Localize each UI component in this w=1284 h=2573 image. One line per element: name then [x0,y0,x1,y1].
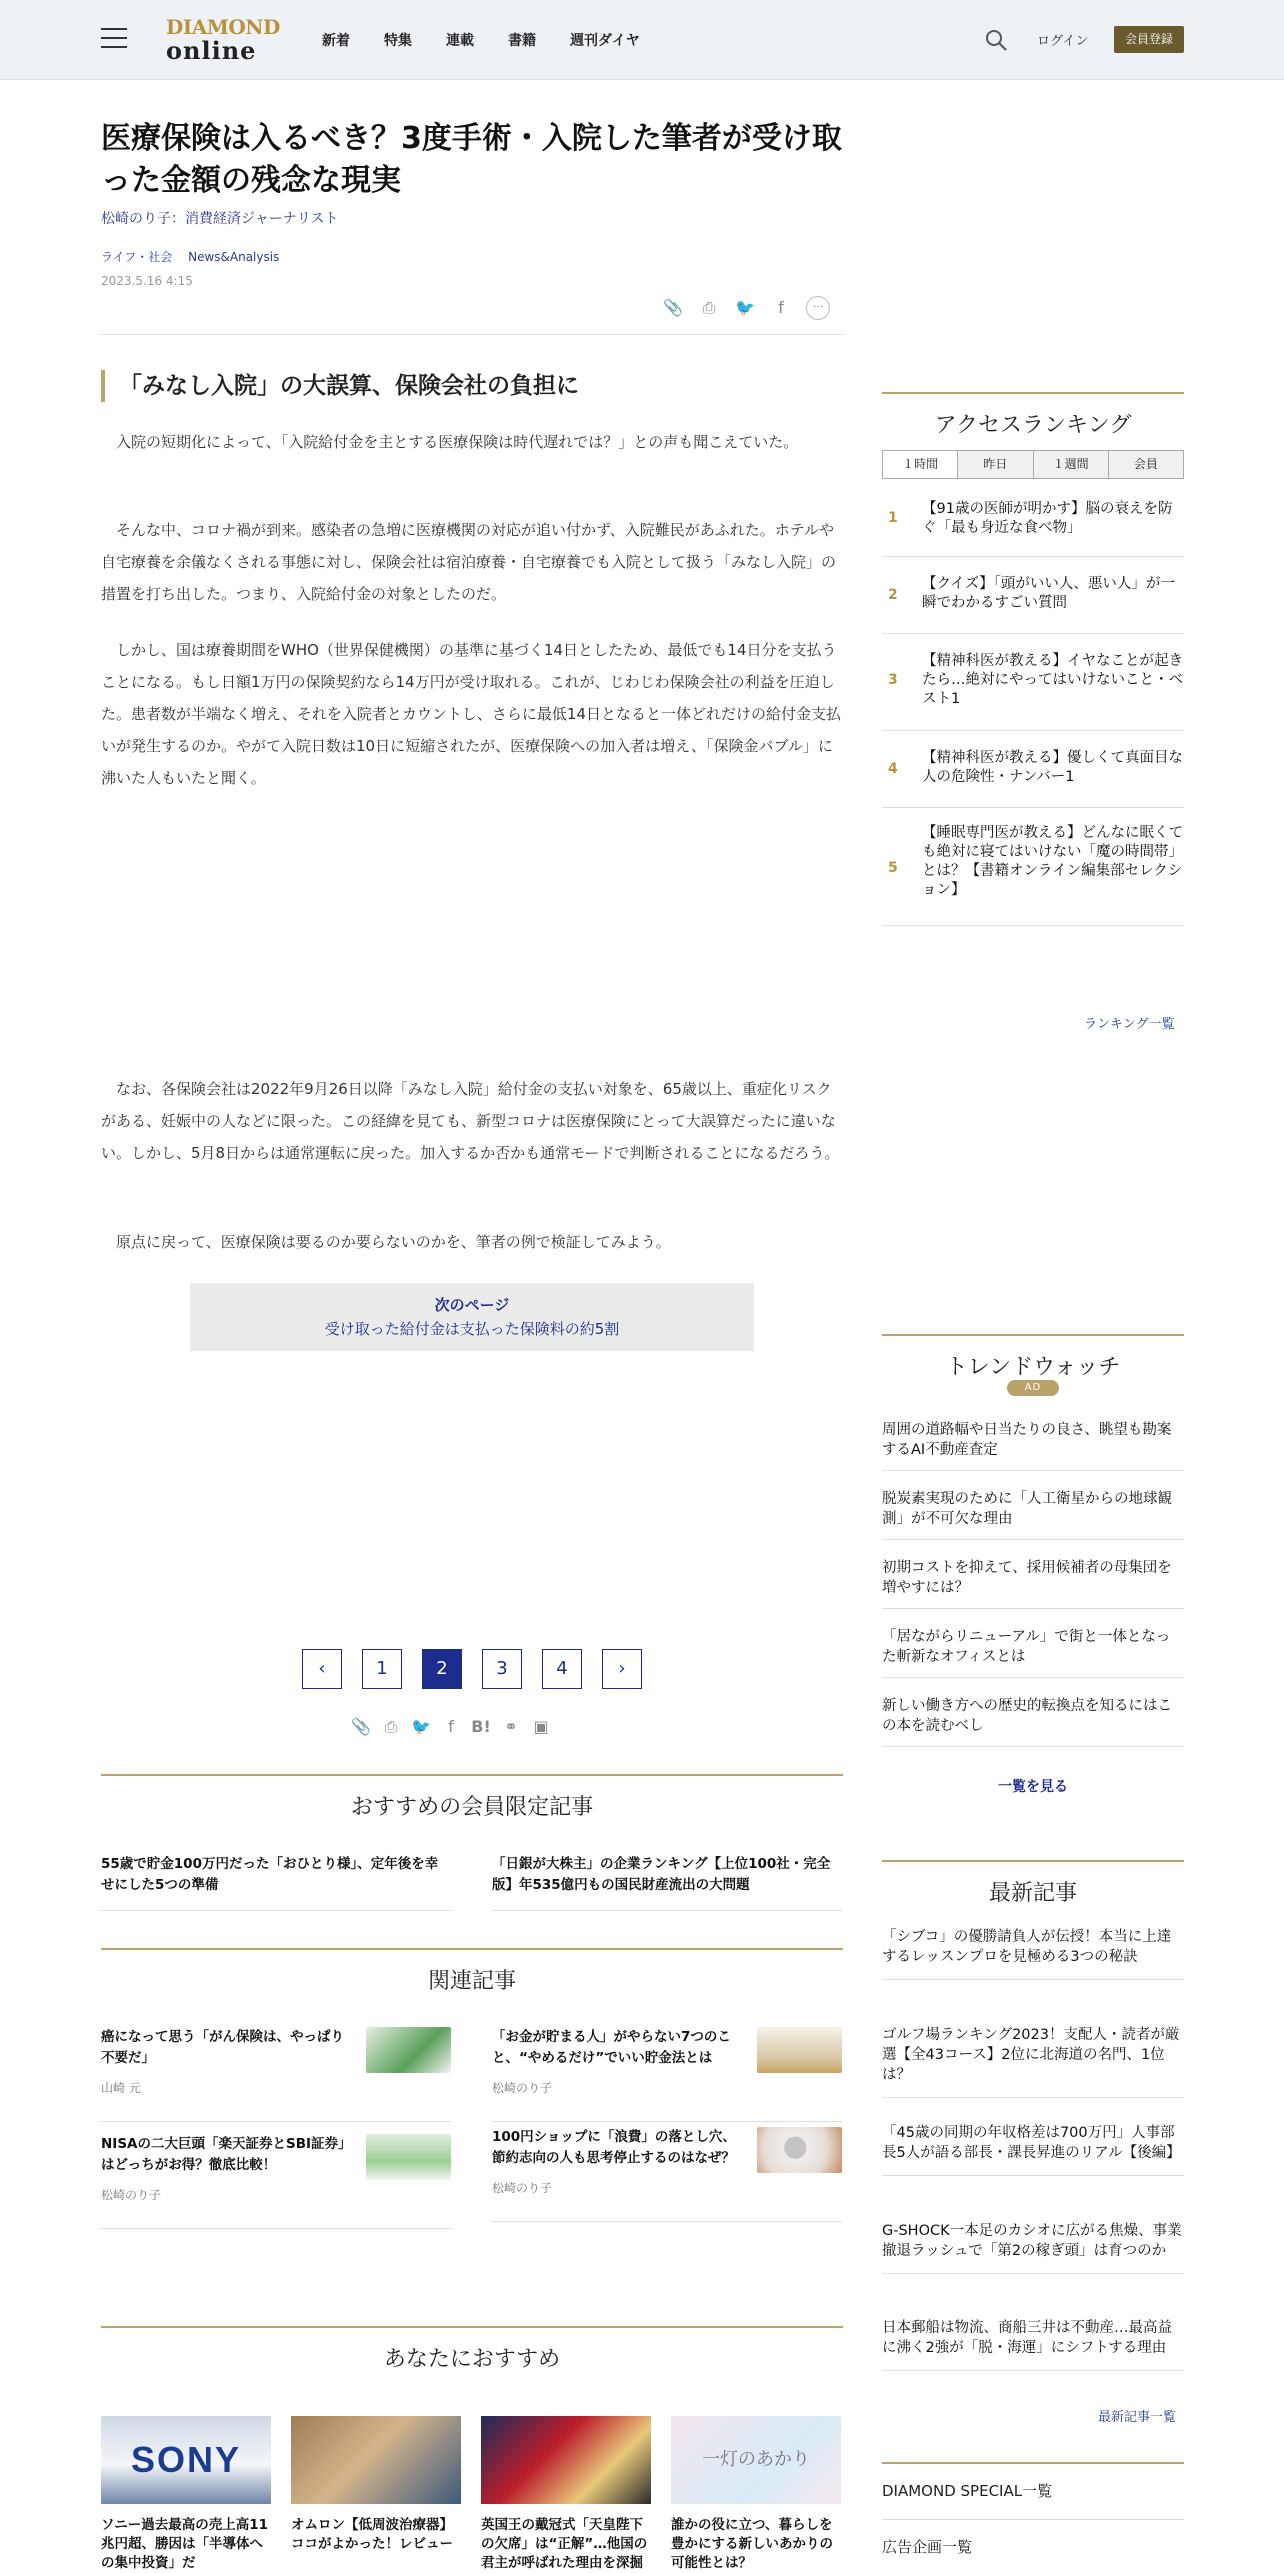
paragraph: そんな中、コロナ禍が到来。感染者の急増に医療機関の対応が追い付かず、入院難民があふれた。ホテルや自宅療養を余儀なくされる事態に対し、保険会社は宿泊療養・自宅療養でも入院として扱う「みなし入院」の措置を打ち出した。つまり、入院給付金の対象としたのだ。 [101,521,837,603]
recommend-title: ソニー過去最高の売上高11兆円超、勝因は「半導体への集中投資」だ [101,2517,269,2571]
recommend-image [101,2416,271,2504]
related-title: 100円ショップに「浪費」の落とし穴、節約志向の人も思考停止するのはなぜ？ [492,2129,736,2166]
nav-features[interactable]: 特集 [384,33,412,49]
related-title: NISAの二大巨頭「楽天証券とSBI証券」はどっちがお得？徹底比較！ [101,2136,345,2173]
share-bar-bottom [350,1716,552,1738]
hatena-icon[interactable]: B! [471,1717,491,1736]
recommend-image [481,2416,651,2504]
logo-line1: DIAMOND [166,15,280,39]
section-heading: 「みなし入院」の大誤算、保険会社の負担に [101,370,843,402]
paragraph: なお、各保険会社は2022年9月26日以降「みなし入院」給付金の支払い対象を、65歳以上、重症化リスクがある、妊娠中の人などに限った。この経緯を見ても、新型コロナは医療保険にとって大誤算だったに違いない。しかし、5月8日からは通常運転に戻った。加入するか否かも通常モードで判断されることになるだろう。 [101,1080,840,1162]
login-link[interactable]: ログイン [1037,34,1089,49]
page-4[interactable]: 4 [542,1649,582,1689]
tab-yesterday[interactable]: 昨日 [958,451,1033,478]
ranking-number: 1 [888,510,898,526]
related-section-title: 関連記事 [101,1948,843,1995]
print-icon[interactable]: ⎙ [702,298,716,317]
ranking-number: 5 [888,860,898,876]
register-button[interactable]: 会員登録 [1114,26,1184,53]
tab-1hour[interactable]: １時間 [883,451,958,478]
page-2[interactable]: 2 [422,1649,462,1689]
article-date: 2023.5.16 4:15 [101,274,193,288]
next-page-box[interactable] [190,1283,754,1351]
more-icon[interactable]: ··· [806,296,830,320]
ranking-number: 2 [888,587,898,603]
nav-new[interactable]: 新着 [322,33,350,49]
recommend-title: 誰かの役に立つ、暮らしを豊かにする新しいあかりの可能性とは？ [671,2517,833,2571]
nav-books[interactable]: 書籍 [508,33,536,49]
nav-weekly[interactable]: 週刊ダイヤ [570,33,640,49]
twitter-icon[interactable]: 🐦 [735,298,755,317]
related-title: 「お金が貯まる人」がやらない7つのこと、“やめるだけ”でいい貯金法とは [492,2029,731,2066]
latest-item[interactable]: 日本郵船は物流、商船三井は不動産…最高益に沸く2強が「脱・海運」にシフトする理由 [882,2318,1184,2371]
page-1[interactable]: 1 [362,1649,402,1689]
related-thumbnail [366,2134,451,2180]
article-author[interactable]: 松崎のり子：消費経済ジャーナリスト [101,211,339,227]
related-author: 松崎のり子 [101,2188,162,2202]
site-logo[interactable] [166,15,280,66]
trend-item[interactable]: 「居ながらリニューアル」で街と一体となった斬新なオフィスとは [882,1627,1184,1678]
related-thumbnail [757,2027,842,2073]
ranking-title-text: 【91歳の医師が明かす】脳の衰えを防ぐ「最も身近な食べ物」 [922,501,1173,536]
ranking-item[interactable] [882,480,1184,557]
article-categories [101,248,291,265]
ranking-item[interactable] [882,634,1184,731]
trend-item[interactable]: 初期コストを抑えて、採用候補者の母集団を増やすには？ [882,1558,1184,1609]
search-icon[interactable] [984,28,1008,52]
latest-more-link[interactable]: 最新記事一覧 [1098,2410,1177,2425]
next-page-label: 次のページ [434,1296,510,1314]
trend-item[interactable]: 脱炭素実現のために「人工衛星からの地球観測」が不可欠な理由 [882,1489,1184,1540]
paragraph: しかし、国は療養期間をWHO（世界保健機関）の基準に基づく14日としたため、最低でも14日分を支払うことになる。もし日額1万円の保険契約なら14万円が受け取れる。これが、じわじわ保険会社の利益を圧迫した。患者数が半端なく増え、それを入院者とカウントし、さらに最低14日となると一体どれだけの給付金支払いが発生するのか。やがて入院日数は10日に短縮されたが、医療保険への加入者は増え、「保険金バブル」に沸いた人もいたと聞く。 [101,641,841,787]
related-thumbnail [366,2027,451,2073]
ranking-number: 3 [888,672,898,688]
ranking-title-text: 【精神科医が教える】優しくて真面目な人の危険性・ナンバー1 [922,750,1183,785]
related-title: 癌になって思う「がん保険は、やっぱり不要だ」 [101,2029,344,2066]
divider [101,334,843,335]
recommend-item[interactable] [481,2416,651,2571]
latest-item[interactable]: 「シブコ」の優勝請負人が伝授！本当に上達するレッスンプロを見極める3つの秘訣 [882,1927,1184,1980]
twitter-icon[interactable]: 🐦 [411,1717,431,1736]
next-page-title: 受け取った給付金は支払った保険料の約5割 [324,1320,620,1338]
recommend-item[interactable] [671,2416,841,2571]
related-article[interactable] [492,2027,842,2122]
facebook-icon[interactable]: f [448,1717,454,1736]
facebook-icon[interactable]: f [778,298,784,317]
print-icon[interactable]: ⎙ [384,1717,398,1736]
trend-more-link[interactable]: 一覧を見る [998,1779,1068,1795]
ranking-more-link[interactable]: ランキング一覧 [1084,1017,1175,1032]
menu-icon[interactable] [101,28,127,50]
latest-item[interactable]: 「45歳の同期の年収格差は700万円」人事部長5人が語る部長・課長昇進のリアル【後編】 [882,2123,1184,2176]
member-section-title: おすすめの会員限定記事 [101,1774,843,1821]
related-thumbnail [757,2127,842,2173]
ranking-item[interactable] [882,557,1184,634]
diamond-special-link[interactable]: DIAMOND SPECIAL一覧 [882,2462,1184,2501]
paragraph: 入院の短期化によって、「入院給付金を主とする医療保険は時代遅れでは？」との声も聞こえていた。 [116,433,799,451]
category-link[interactable]: ライフ・社会 [101,250,173,264]
related-author: 松崎のり子 [492,2181,553,2195]
ranking-title-text: 【クイズ】「頭がいい人、悪い人」が一瞬でわかるすごい質問 [922,576,1175,611]
recommend-image-logo: SONY [130,2439,242,2480]
share-bar-top [662,296,830,320]
ad-planning-link[interactable]: 広告企画一覧 [882,2519,1184,2557]
member-article[interactable]: 「日銀が大株主」の企業ランキング【上位100社・完全版】年535億円もの国民財産流出の大問題 [492,1854,842,1911]
page-3[interactable]: 3 [482,1649,522,1689]
latest-item[interactable]: G-SHOCK一本足のカシオに広がる焦燥、事業撤退ラッシュで「第2の稼ぎ頭」は育つのか [882,2221,1184,2274]
ranking-title-text: 【精神科医が教える】イヤなことが起きたら…絶対にやってはいけないこと・ベスト1 [922,653,1183,707]
related-author: 山崎 元 [101,2081,141,2095]
trend-item[interactable]: 新しい働き方への歴史的転換点を知るにはこの本を読むべし [882,1696,1184,1747]
trend-title: トレンドウォッチ [882,1334,1184,1381]
recommend-item[interactable] [101,2416,271,2571]
recommend-section-title: あなたにおすすめ [101,2326,843,2373]
clip-icon[interactable]: 📎 [663,298,683,317]
recommend-image [291,2416,461,2504]
tab-member[interactable]: 会員 [1109,451,1183,478]
ranking-tabs [882,450,1184,479]
article-title: 医療保険は入るべき？3度手術・入院した筆者が受け取った金額の残念な現実 [101,121,842,198]
nav-series[interactable]: 連載 [446,33,474,49]
pagination [302,1649,642,1689]
recommend-image [671,2416,841,2504]
global-nav [322,30,640,50]
ranking-title-text: 【睡眠専門医が教える】どんなに眠くても絶対に寝てはいけない「魔の時間帯」とは？【書籍オンライン編集部セレクション】 [922,825,1183,898]
ranking-number: 4 [888,761,898,777]
chevron-left-icon[interactable]: ‹ [302,1649,342,1689]
category-link[interactable]: News&Analysis [188,250,280,264]
recommend-title: オムロン【低周波治療器】ココがよかった！レビュー [291,2517,453,2552]
latest-title: 最新記事 [882,1860,1184,1907]
ad-badge: AD [1007,1380,1059,1396]
related-author: 松崎のり子 [492,2081,553,2095]
clip-icon[interactable]: 📎 [351,1717,371,1736]
ranking-title: アクセスランキング [882,392,1184,439]
pocket-icon[interactable]: ▣ [533,1717,549,1736]
site-header [0,0,1284,80]
chevron-right-icon[interactable]: › [602,1649,642,1689]
member-article[interactable]: 55歳で貯金100万円だった「おひとり様」、定年後を幸せにした5つの準備 [101,1854,451,1911]
trend-item[interactable]: 周囲の道路幅や日当たりの良さ、眺望も勘案するAI不動産査定 [882,1420,1184,1471]
line-icon[interactable]: ⚭ [504,1717,518,1736]
latest-item[interactable]: ゴルフ場ランキング2023！支配人・読者が厳選【全43コース】2位に北海道の名門、1位は？ [882,2025,1184,2098]
ranking-item[interactable] [882,808,1184,926]
related-article[interactable] [101,2134,451,2229]
related-article[interactable] [101,2027,451,2122]
logo-line2: online [166,36,257,65]
ranking-item[interactable] [882,731,1184,808]
recommend-image-logo: 一灯のあかり [702,2449,810,2470]
recommend-item[interactable] [291,2416,461,2556]
paragraph: 原点に戻って、医療保険は要るのか要らないのかを、筆者の例で検証してみよう。 [116,1233,671,1251]
recommend-title: 英国王の戴冠式「天皇陛下の欠席」は“正解”…他国の君主が呼ばれた理由を深掘 [481,2517,648,2571]
tab-1week[interactable]: １週間 [1034,451,1109,478]
related-article[interactable] [492,2127,842,2222]
